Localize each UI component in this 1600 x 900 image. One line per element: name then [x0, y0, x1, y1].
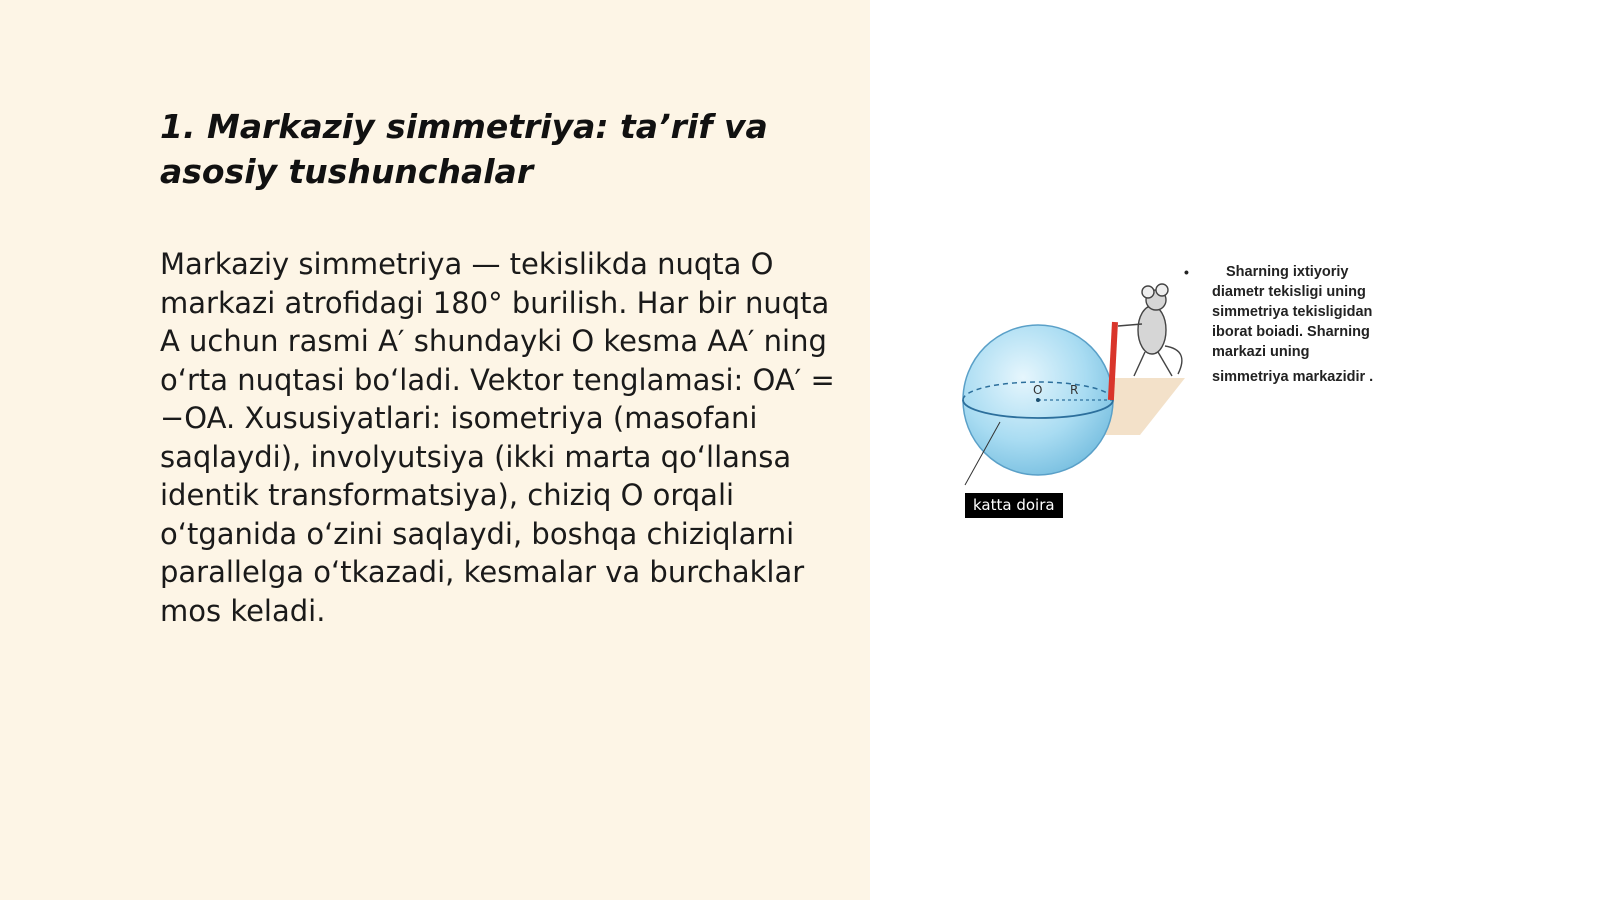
figure-caption: katta doira — [965, 493, 1063, 518]
radius-label: R — [1070, 383, 1079, 397]
center-point — [1036, 398, 1040, 402]
center-label: O — [1033, 383, 1043, 397]
slide-body-text: Markaziy simmetriya — tekislikda nuqta O markazi atrofidagi 180° burilish. Har bir nuqta A uchun rasmi A′ shundayki O kesma AA′ ning o‘rta nuqtasi bo‘ladi. Vektor tenglamasi: OA′ = −OA. Xususiyatlari: isometriya (masofani saqlaydi), involyutsiya (ikki marta qo‘llansa identik transformatsiya), chiziq O orqali o‘tganida o‘zini saqlaydi, boshqa chiziqlarni parallelga o‘tkazadi, kesmalar va burchaklar mos keladi. — [160, 247, 835, 628]
bullet-line: Sharning ixtiyoriy — [1226, 264, 1349, 280]
bullet-line: iborat boiadi. Sharning — [1212, 324, 1370, 340]
bullet-marker: • — [1184, 264, 1189, 280]
slide-title: 1. Markaziy simmetriya: ta’rif va asosiy tushunchalar — [160, 107, 768, 191]
bullet-text-block — [1184, 262, 1412, 387]
mouse-with-pencil-icon — [1118, 284, 1182, 376]
bullet-line: diametr tekisligi uning — [1212, 284, 1366, 300]
bullet-line: simmetriya tekisligidan — [1212, 304, 1373, 320]
bullet-line: simmetriya markazidir . — [1212, 369, 1374, 385]
bullet-line: markazi uning — [1212, 344, 1310, 360]
